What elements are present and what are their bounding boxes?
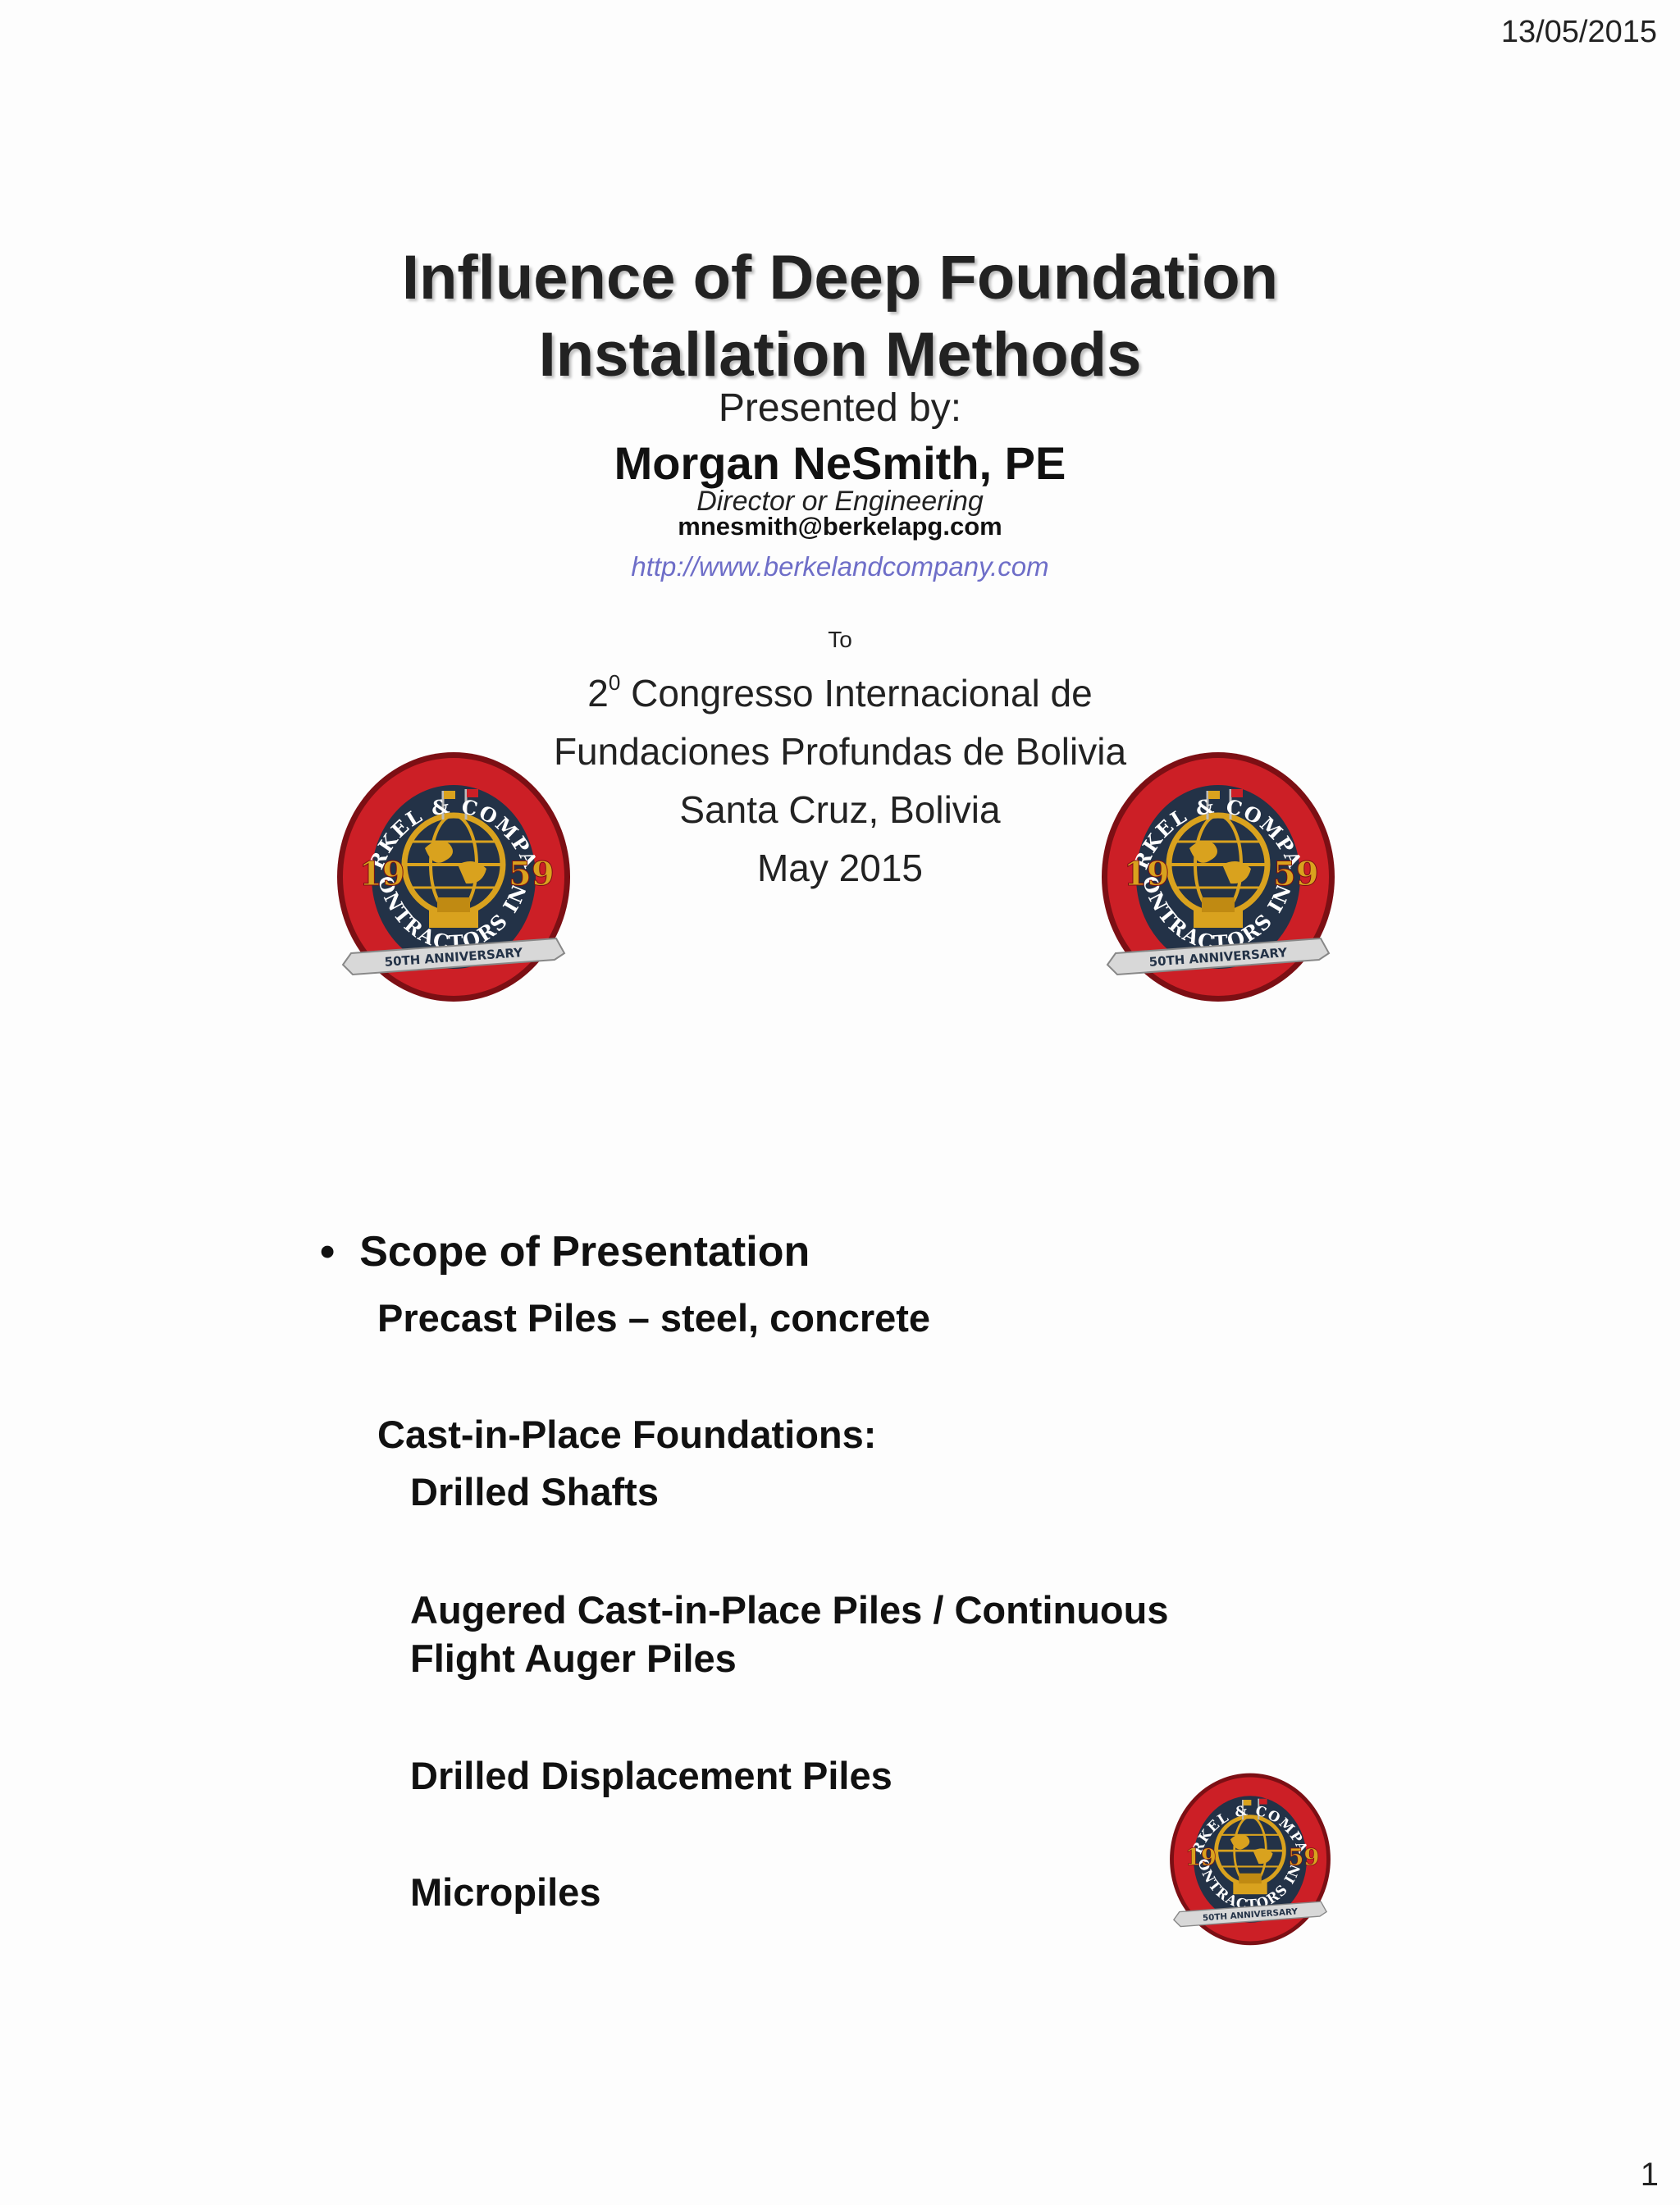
slide-title-line1: Influence of Deep Foundation xyxy=(401,243,1279,313)
list-item: Micropiles xyxy=(410,1870,601,1914)
conference-superscript: 0 xyxy=(608,670,621,695)
berkel-company-logo-small xyxy=(1168,1765,1332,1947)
list-item: Drilled Displacement Piles xyxy=(410,1754,892,1797)
conference-line1-rest: Congresso Internacional de xyxy=(620,672,1093,714)
berkel-company-logo-right xyxy=(1099,742,1337,1004)
bullet-icon: • xyxy=(320,1228,336,1276)
list-item: Drilled Shafts xyxy=(410,1470,659,1513)
list-item: Cast-in-Place Foundations: xyxy=(377,1413,877,1456)
list-item: Flight Auger Piles xyxy=(410,1637,737,1680)
website-link[interactable]: http://www.berkelandcompany.com xyxy=(631,551,1049,582)
presenter-name: Morgan NeSmith, PE xyxy=(614,437,1066,489)
scope-heading xyxy=(320,1227,810,1276)
document-date: 13/05/2015 xyxy=(1500,15,1657,49)
conference-location: Santa Cruz, Bolivia xyxy=(679,788,1001,831)
slide-title-line2: Installation Methods xyxy=(538,320,1142,390)
conference-date: May 2015 xyxy=(756,847,923,889)
list-item: Augered Cast-in-Place Piles / Continuous xyxy=(410,1588,1169,1632)
presented-by-label: Presented by: xyxy=(718,386,962,430)
page-number: 1 xyxy=(1640,2157,1659,2193)
conference-line2: Fundaciones Profundas de Bolivia xyxy=(553,730,1127,773)
scope-heading-text: Scope of Presentation xyxy=(359,1228,810,1276)
conference-line1 xyxy=(0,664,1680,723)
berkel-company-logo-left xyxy=(335,742,573,1004)
list-item: Precast Piles – steel, concrete xyxy=(377,1296,931,1340)
presenter-email: mnesmith@berkelapg.com xyxy=(678,512,1002,541)
presenter-role: Director or Engineering xyxy=(696,486,984,517)
conference-info xyxy=(0,664,1680,897)
conference-number: 2 xyxy=(587,672,609,714)
slide-title xyxy=(307,240,1373,394)
to-label: To xyxy=(828,627,852,652)
